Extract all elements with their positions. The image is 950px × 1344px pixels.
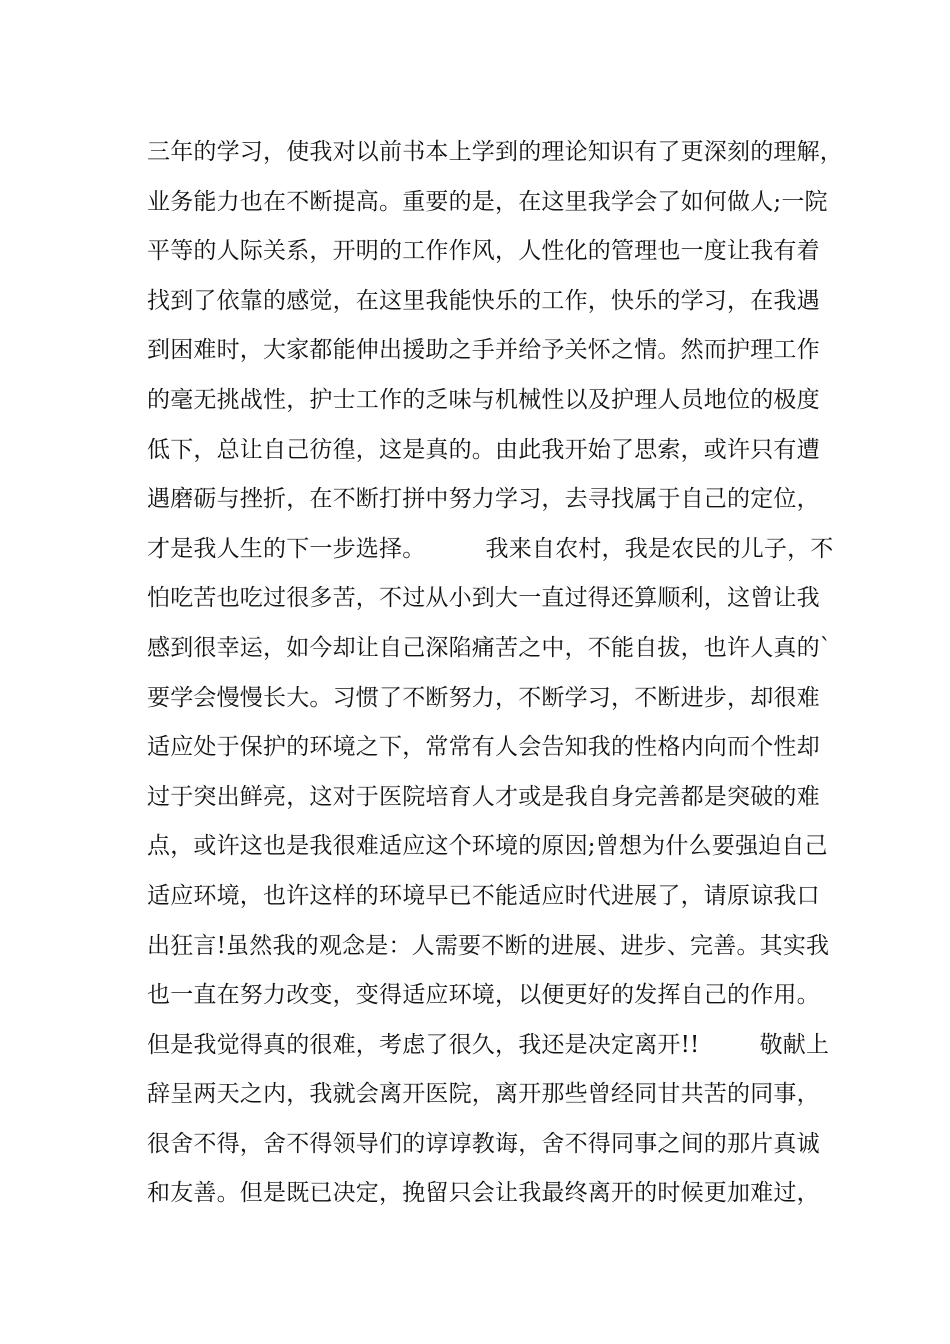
text-line: 很舍不得，舍不得领导们的谆谆教诲，舍不得同事之间的那片真诚 — [147, 1130, 820, 1157]
text-line: 也一直在努力改变，变得适应环境，以便更好的发挥自己的作用。 — [147, 982, 820, 1009]
text-line: 三年的学习，使我对以前书本上学到的理论知识有了更深刻的理解， — [147, 139, 843, 165]
text-line: 找到了依靠的感觉，在这里我能快乐的工作，快乐的学习，在我遇 — [147, 287, 820, 314]
text-line: 感到很幸运，如今却让自己深陷痛苦之中，不能自拔，也许人真的` — [147, 634, 832, 661]
text-line: 遇磨砺与挫折，在不断打拼中努力学习，去寻找属于自己的定位， — [147, 486, 820, 513]
text-line: 业务能力也在不断提高。重要的是，在这里我学会了如何做人;一院 — [147, 188, 828, 215]
text-line: 辞呈两天之内，我就会离开医院，离开那些曾经同甘共苦的同事， — [147, 1081, 820, 1108]
body-text — [147, 128, 843, 1219]
text-line: 点，或许这也是我很难适应这个环境的原因;曾想为什么要强迫自己 — [147, 833, 828, 860]
text-line: 和友善。但是既已决定，挽留只会让我最终离开的时候更加难过， — [147, 1180, 820, 1207]
text-line: 出狂言!虽然我的观念是：人需要不断的进展、进步、完善。其实我 — [147, 932, 830, 959]
text-line: 怕吃苦也吃过很多苦，不过从小到大一直过得还算顺利，这曾让我 — [147, 585, 820, 612]
text-line: 适应环境，也许这样的环境早已不能适应时代进展了，请原谅我口 — [147, 882, 820, 909]
text-line: 才是我人生的下一步选择。 我来自农村，我是农民的儿子，不 — [147, 535, 834, 562]
text-line: 的毫无挑战性，护士工作的乏味与机械性以及护理人员地位的极度 — [147, 386, 820, 413]
text-line: 过于突出鲜亮，这对于医院培育人才或是我自身完善都是突破的难 — [147, 783, 820, 810]
text-line: 平等的人际关系，开明的工作作风，人性化的管理也一度让我有着 — [147, 238, 820, 265]
text-line: 适应处于保护的环境之下，常常有人会告知我的性格内向而个性却 — [147, 734, 820, 761]
text-line: 低下，总让自己彷徨，这是真的。由此我开始了思索，或许只有遭 — [147, 436, 820, 463]
text-line: 到困难时，大家都能伸出援助之手并给予关怀之情。然而护理工作 — [147, 337, 820, 364]
text-line: 要学会慢慢长大。习惯了不断努力，不断学习，不断进步，却很难 — [147, 684, 820, 711]
text-line: 但是我觉得真的很难，考虑了很久，我还是决定离开!! 敬献上 — [147, 1031, 830, 1058]
